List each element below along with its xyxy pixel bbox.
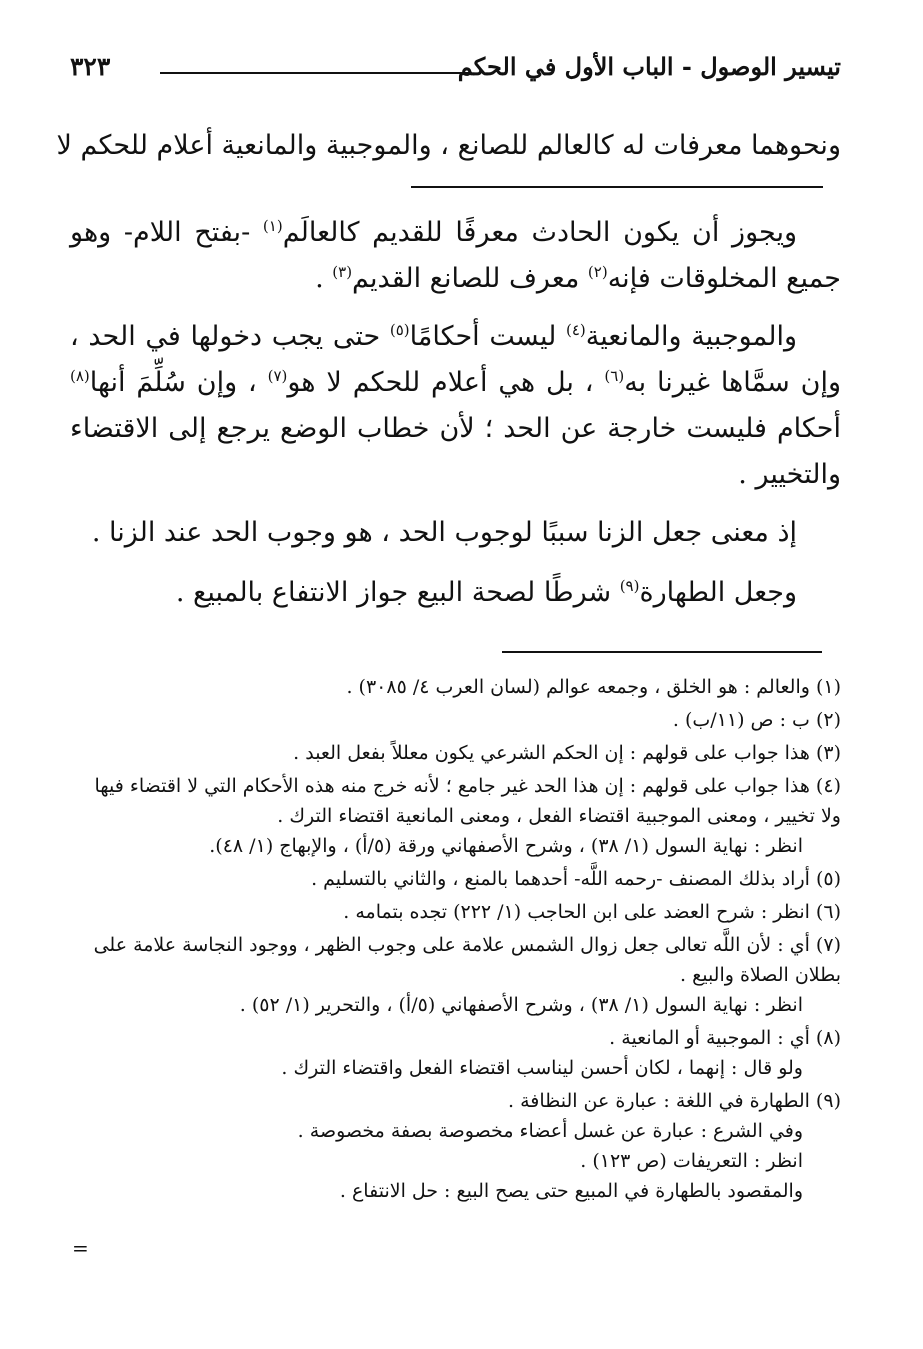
paragraph-2: [70, 314, 841, 498]
text-run: معرف للصانع القديم: [352, 263, 588, 294]
footnote-text: (٣) هذا جواب على قولهم : إن الحكم الشرعي يكون معللاً بفعل العبد .: [293, 742, 841, 764]
footnotes: [70, 672, 841, 1209]
footnote-text: (٩) الطهارة في اللغة : عبارة عن النظافة .: [507, 1090, 841, 1112]
page-number: ٣٢٣: [70, 52, 111, 81]
paragraph-3: إذ معنى جعل الزنا سببًا لوجوب الحد ، هو وجوب الحد عند الزنا .: [91, 517, 797, 548]
footnote-text: (٢) ب : ص (١١/ب) .: [672, 709, 841, 731]
footnote-text: (٥) أراد بذلك المصنف -رحمه اللَّه- أحدهما بالمنع ، والثاني بالتسليم .: [311, 868, 841, 890]
footnote-reference: انظر : التعريفات (ص ١٢٣) .: [580, 1150, 803, 1172]
text-run: شرطًا لصحة البيع جواز الانتفاع بالمبيع .: [175, 577, 620, 608]
text-run: ، وإن سُلِّمَ أنها: [89, 367, 268, 398]
main-text: [70, 210, 841, 616]
footnote-5: [70, 864, 841, 894]
footnote-rule: [502, 651, 822, 653]
footnote-text: (٤) هذا جواب على قولهم : إن هذا الحد غير جامع ؛ لأنه خرج منه هذه الأحكام التي لا اقتضاء فيها ولا تخيير ، ومعنى الموجبية اقتضاء الفعل ، ومعنى المانعية اقتضاء الترك .: [94, 775, 841, 827]
text-run: ليست أحكامًا: [409, 321, 566, 352]
footnote-2: [70, 705, 841, 735]
footnote-ref-2: (٢): [587, 263, 608, 281]
footnote-text: (٨) أي : الموجبية أو المانعية .: [609, 1027, 841, 1049]
footnote-continuation: والمقصود بالطهارة في المبيع حتى يصح البيع : حل الانتفاع .: [339, 1180, 803, 1202]
footnote-6: [70, 897, 841, 927]
matn-line: ونحوهما معرفات له كالعالم للصانع ، والموجبية والمانعية أعلام للحكم لا: [56, 130, 841, 161]
footnote-ref-8: (٨): [70, 367, 90, 385]
running-header: [70, 48, 841, 94]
text-run: ، بل هي أعلام للحكم لا هو: [287, 367, 605, 398]
text-run: ويجوز أن يكون الحادث معرفًا للقديم كالعالَم: [282, 217, 797, 248]
footnote-4: [70, 771, 841, 861]
footnote-ref-3: (٣): [332, 263, 353, 281]
paragraph-1: [70, 210, 841, 302]
text-run: -بفتح اللام- وهو جميع المخلوقات فإنه: [70, 217, 841, 294]
footnote-ref-9: (٩): [619, 577, 640, 595]
footnote-1: [70, 672, 841, 702]
footnote-ref-4: (٤): [566, 321, 586, 339]
footnote-reference: انظر : نهاية السول (١/ ٣٨) ، وشرح الأصفهاني ورقة (٥/أ) ، والإبهاج (١/ ٤٨).: [209, 835, 803, 857]
text-run: وجعل الطهارة: [639, 577, 797, 608]
footnote-text: (٧) أي : لأن اللَّه تعالى جعل زوال الشمس علامة على وجوب الظهر ، ووجود النجاسة علامة على بطلان الصلاة والبيع .: [93, 934, 841, 986]
continuation-mark: =: [72, 1236, 89, 1260]
footnote-ref-6: (٦): [604, 367, 625, 385]
matn-rule: [411, 186, 823, 188]
text-run: .: [315, 263, 333, 294]
text-run: حتى يجب دخولها في الحد ، وإن سمَّاها غيرنا به: [70, 321, 841, 398]
footnote-ref-1: (١): [262, 217, 283, 235]
footnote-continuation: ولو قال : إنهما ، لكان أحسن ليناسب اقتضاء الفعل واقتضاء الترك .: [281, 1057, 803, 1079]
footnote-7: [70, 930, 841, 1020]
header-rule: [160, 72, 471, 74]
footnote-9: [70, 1086, 841, 1206]
running-title: تيسير الوصول - الباب الأول في الحكم: [457, 52, 841, 81]
footnote-text: (٦) انظر : شرح العضد على ابن الحاجب (١/ ٢٢٢) تجده بتمامه .: [343, 901, 841, 923]
footnote-ref-7: (٧): [267, 367, 288, 385]
footnote-continuation: وفي الشرع : عبارة عن غسل أعضاء مخصوصة بصفة مخصوصة .: [297, 1120, 803, 1142]
footnote-text: (١) والعالم : هو الخلق ، وجمعه عوالم (لسان العرب ٤/ ٣٠٨٥) .: [346, 676, 841, 698]
text-run: والموجبية والمانعية: [585, 321, 798, 352]
footnote-ref-5: (٥): [389, 321, 410, 339]
footnote-reference: انظر : نهاية السول (١/ ٣٨) ، وشرح الأصفهاني (٥/أ) ، والتحرير (١/ ٥٢) .: [239, 994, 803, 1016]
footnote-8: [70, 1023, 841, 1083]
text-run: أحكام فليست خارجة عن الحد ؛ لأن خطاب الوضع يرجع إلى الاقتضاء والتخيير .: [70, 413, 841, 490]
paragraph-4: [70, 570, 841, 616]
footnote-3: [70, 738, 841, 768]
